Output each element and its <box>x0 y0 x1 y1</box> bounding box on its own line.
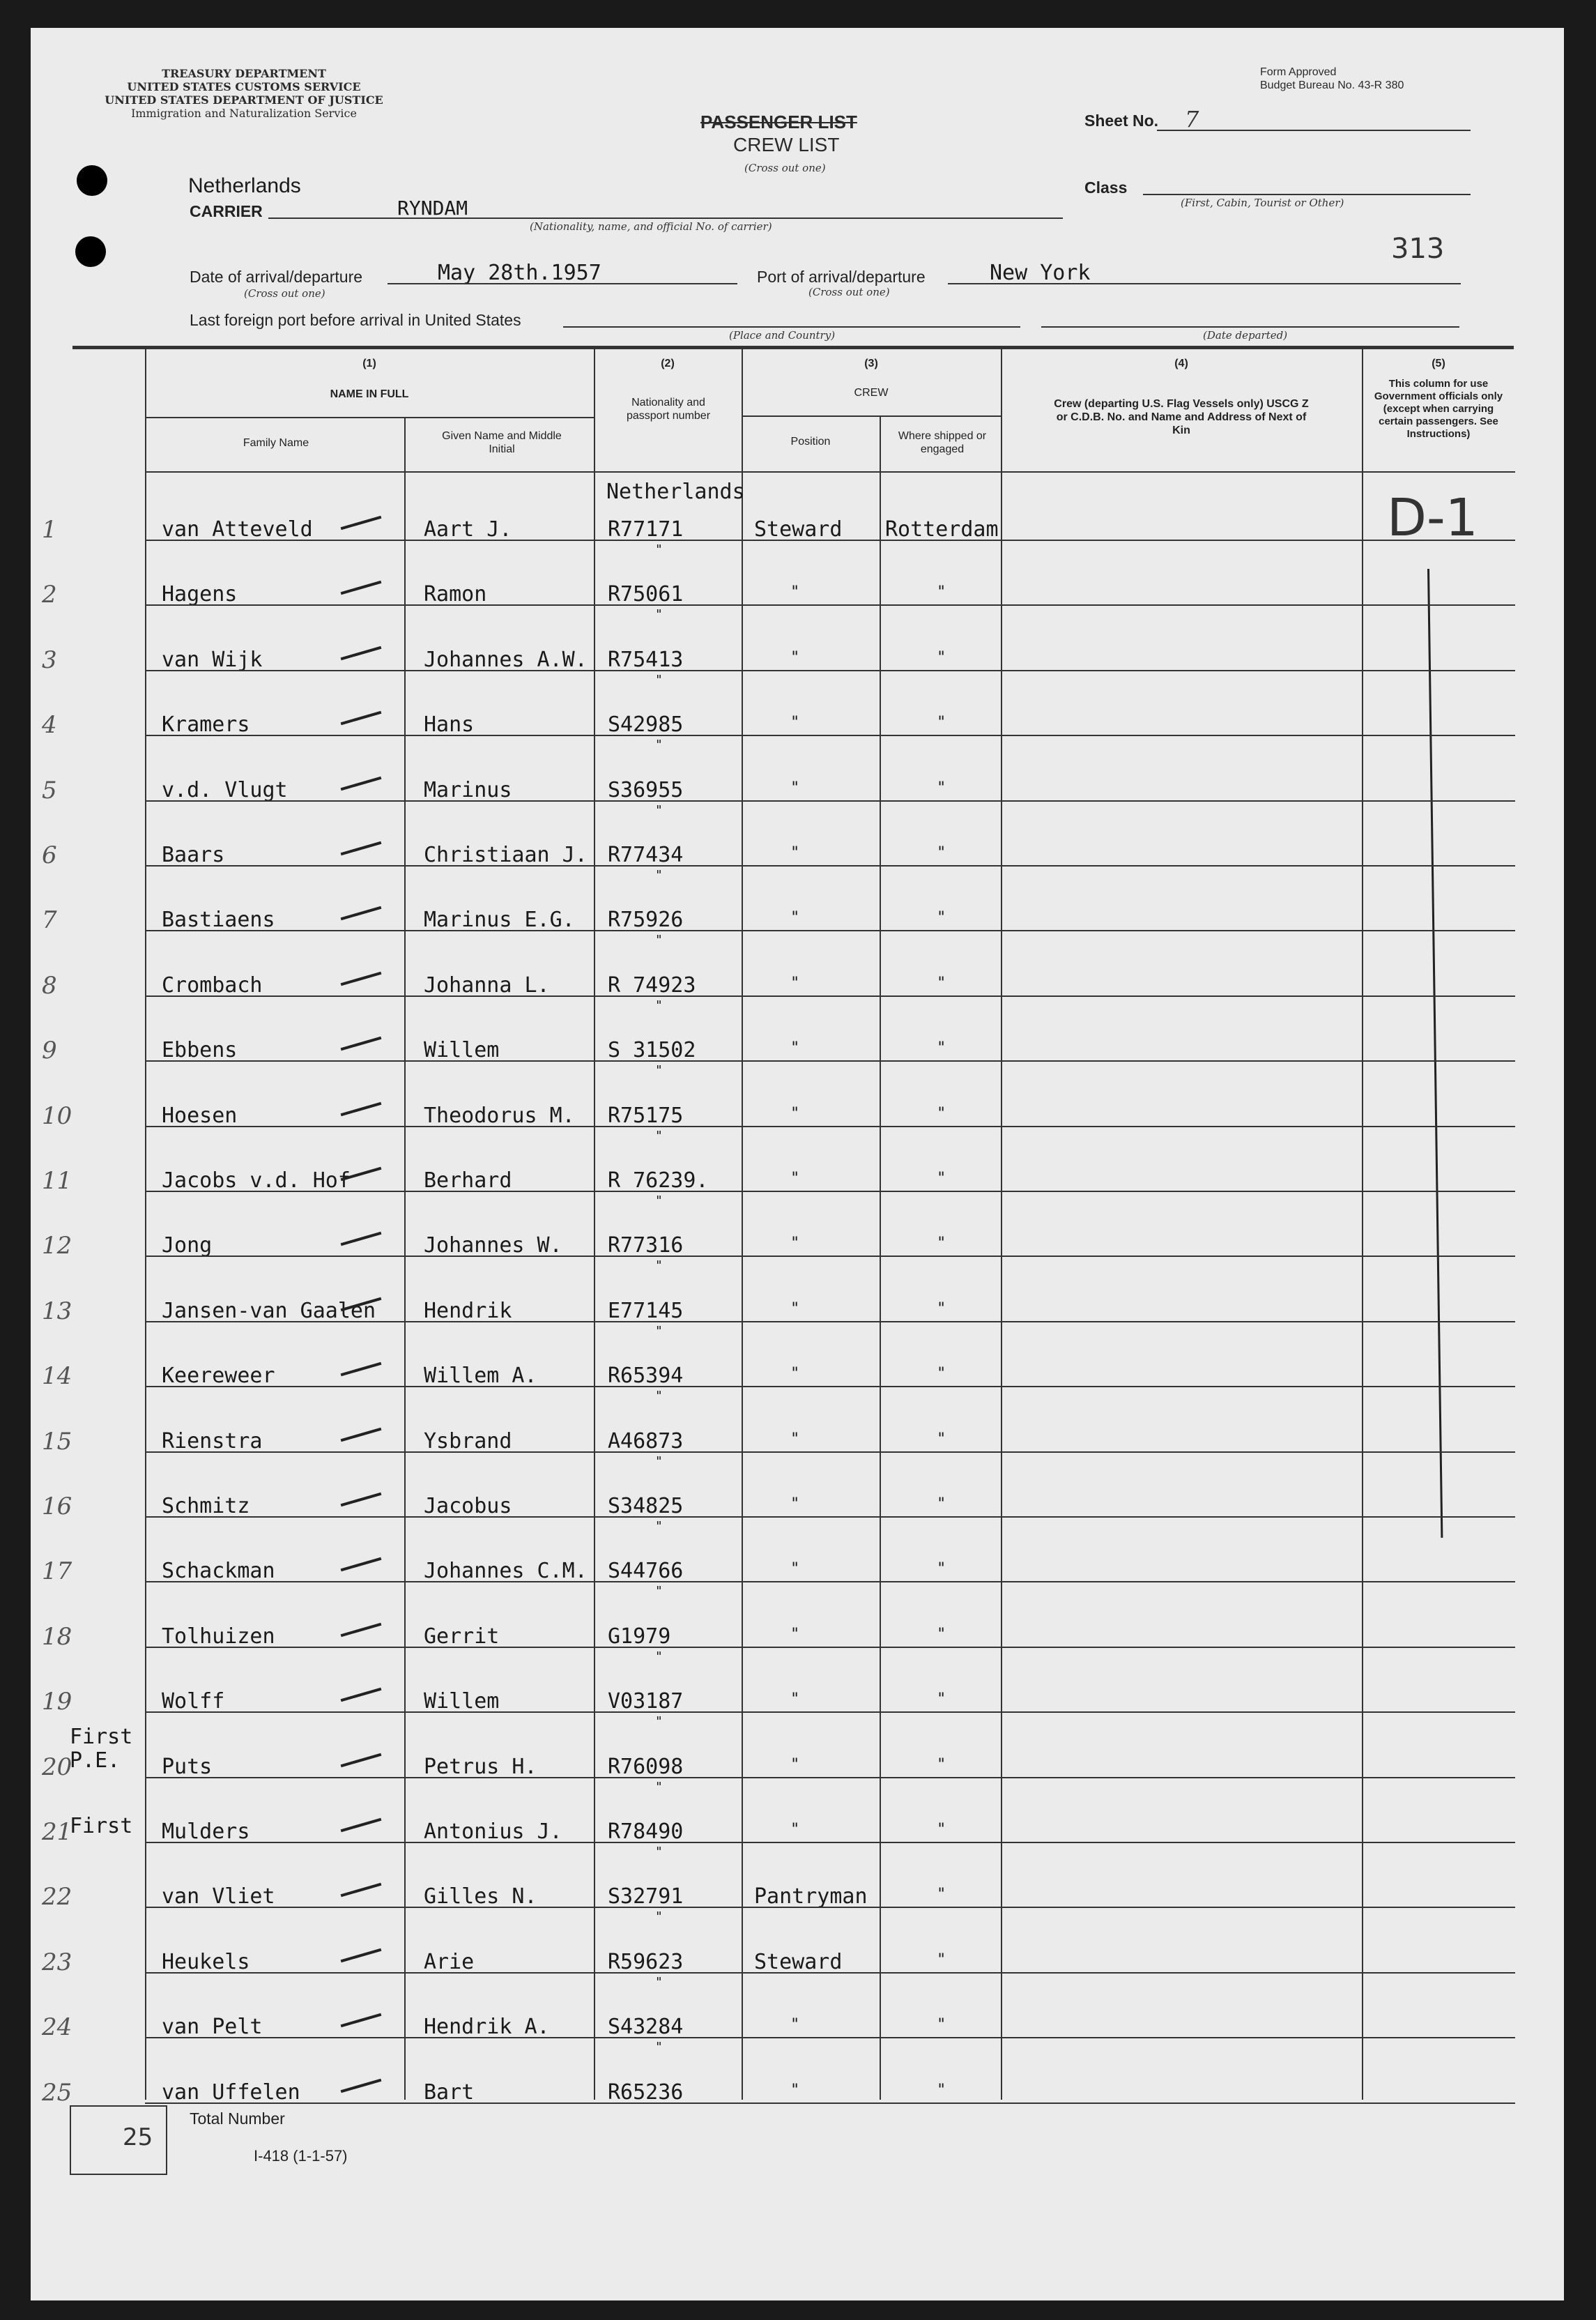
date-departed-hint: (Date departed) <box>1203 329 1288 342</box>
row-rule <box>145 865 1515 867</box>
col-border-given <box>594 349 595 2100</box>
family-name: Puts <box>162 1755 213 1779</box>
nationality-ditto: " <box>655 673 663 687</box>
shipped-engaged: " <box>937 1821 946 1838</box>
family-name: Schackman <box>162 1559 275 1583</box>
shipped-engaged: " <box>937 1039 946 1057</box>
family-name: Keereweer <box>162 1364 275 1388</box>
row-rule <box>145 1060 1515 1062</box>
row-number: 12 <box>42 1232 72 1260</box>
date-cross-hint: (Cross out one) <box>244 287 325 300</box>
passport-number: R77171 <box>608 517 684 542</box>
family-name: Hoesen <box>162 1104 238 1128</box>
crew-position: " <box>790 975 800 992</box>
nationality-ditto: " <box>655 607 663 622</box>
nationality-ditto: " <box>655 738 663 752</box>
row-number: 13 <box>42 1297 72 1325</box>
nationality-netherlands: Netherlands <box>606 480 745 504</box>
shipped-engaged: " <box>937 909 946 926</box>
crew-position: Steward <box>754 1950 843 1974</box>
family-name: Schmitz <box>162 1494 250 1518</box>
nationality-ditto: " <box>655 933 663 947</box>
given-name: Berhard <box>424 1168 512 1193</box>
table-top-rule <box>72 346 1514 349</box>
sheet-no-line <box>1157 130 1471 131</box>
nationality-ditto: " <box>655 1389 663 1403</box>
crew-position: " <box>790 1821 800 1838</box>
given-name: Marinus E.G. <box>424 908 575 932</box>
shipped-engaged: " <box>937 1951 946 1969</box>
given-name: Willem A. <box>424 1364 537 1388</box>
crew-position: " <box>790 1691 800 1708</box>
row-rule <box>145 540 1515 541</box>
family-name: Heukels <box>162 1950 250 1974</box>
place-hint: (Place and Country) <box>729 329 836 342</box>
nationality-ditto: " <box>655 1845 663 1859</box>
nationality-ditto: " <box>655 1063 663 1078</box>
row-number: 22 <box>42 1883 72 1911</box>
row-number: 8 <box>42 972 57 1000</box>
nationality-ditto: " <box>655 1258 663 1273</box>
row-number: 19 <box>42 1688 72 1716</box>
nationality-ditto: " <box>655 1129 663 1143</box>
position-header: Position <box>790 436 831 448</box>
row-number: 7 <box>42 906 57 934</box>
crew-position: Pantryman <box>754 1884 868 1909</box>
name-header-rule <box>145 417 594 418</box>
row-number: 21 <box>42 1818 72 1846</box>
shipped-engaged: " <box>937 1430 946 1448</box>
given-name: Aart J. <box>424 517 512 542</box>
row-number: 5 <box>42 777 57 804</box>
shipped-engaged: " <box>937 1365 946 1382</box>
row-number: 3 <box>42 646 57 674</box>
row-rule <box>145 1451 1515 1453</box>
passport-number: R78490 <box>608 1819 684 1844</box>
crew-position: " <box>790 1560 800 1578</box>
row-rule <box>145 995 1515 997</box>
family-name: v.d. Vlugt <box>162 778 288 802</box>
given-name: Antonius J. <box>424 1819 562 1844</box>
header-bottom-rule <box>145 471 1515 473</box>
given-name: Willem <box>424 1038 500 1062</box>
port-line <box>948 283 1461 284</box>
crew-position: " <box>790 779 800 797</box>
col-border-left <box>145 349 146 2100</box>
row-rule <box>145 1842 1515 1843</box>
row-rule <box>145 604 1515 606</box>
gov-use-header: This column for use Government officials only (except when carrying certain passengers. See Instructions) <box>1374 378 1503 440</box>
cross-out-hint: (Cross out one) <box>744 162 826 174</box>
total-number-label: Total Number <box>190 2109 285 2128</box>
row-number: 4 <box>42 711 57 739</box>
shipped-engaged: " <box>937 975 946 992</box>
shipped-engaged: " <box>937 1170 946 1187</box>
passport-number: R75061 <box>608 582 684 606</box>
given-name-header: Given Name and Middle Initial <box>442 430 562 455</box>
first-pe-note-2: P.E. <box>70 1748 121 1773</box>
given-name: Willem <box>424 1689 500 1714</box>
passport-number: S32791 <box>608 1884 684 1909</box>
crew-position: Steward <box>754 517 843 542</box>
agency-line: Immigration and Naturalization Service <box>131 107 357 120</box>
passport-number: G1979 <box>608 1624 671 1649</box>
port-label: Port of arrival/departure <box>757 268 926 286</box>
given-name: Jacobus <box>424 1494 512 1518</box>
passport-number: S 31502 <box>608 1038 696 1062</box>
shipped-engaged: " <box>937 1235 946 1252</box>
row-rule <box>145 1256 1515 1257</box>
crew-position: " <box>790 1300 800 1318</box>
nationality-ditto: " <box>655 1909 663 1924</box>
row-number: 17 <box>42 1557 72 1585</box>
first-pe-note-1: First <box>70 1725 133 1749</box>
family-name: Rienstra <box>162 1429 263 1453</box>
crew-header-rule <box>742 415 1001 417</box>
crew-us-header: Crew (departing U.S. Flag Vessels only) USCG Z or C.D.B. No. and Name and Address of Next of Kin <box>1054 398 1309 436</box>
row-rule <box>145 1972 1515 1974</box>
row-rule <box>145 670 1515 671</box>
row-rule <box>145 2037 1515 2038</box>
carrier-hint: (Nationality, name, and official No. of carrier) <box>530 220 772 233</box>
shipped-engaged: " <box>937 1691 946 1708</box>
date-line <box>388 283 737 284</box>
row-number: 20 <box>42 1753 72 1781</box>
nationality-ditto: " <box>655 1780 663 1794</box>
form-number: I-418 (1-1-57) <box>254 2147 348 2165</box>
col1-number: (1) <box>362 358 376 369</box>
col5-number: (5) <box>1432 358 1445 369</box>
nationality-header: Nationality and passport number <box>626 397 711 422</box>
row-rule <box>145 1647 1515 1648</box>
family-name: Jacobs v.d. Hof <box>162 1168 351 1193</box>
row-number: 1 <box>42 516 57 544</box>
port-cross-hint: (Cross out one) <box>808 286 890 298</box>
given-name: Johanna L. <box>424 973 550 998</box>
where-header: Where shipped or engaged <box>898 430 987 455</box>
shipped-engaged: " <box>937 1300 946 1318</box>
punch-hole-top <box>77 165 107 196</box>
col-border-crew <box>1362 349 1363 2100</box>
nationality-ditto: " <box>655 1324 663 1338</box>
passport-number: R76098 <box>608 1755 684 1779</box>
family-name: van Uffelen <box>162 2080 300 2105</box>
shipped-engaged: Rotterdam <box>885 517 999 542</box>
given-name: Gilles N. <box>424 1884 537 1909</box>
given-name: Johannes C.M. <box>424 1559 588 1583</box>
crew-position: " <box>790 1430 800 1448</box>
given-name: Christiaan J. <box>424 843 588 867</box>
class-label: Class <box>1084 178 1128 197</box>
nationality-ditto: " <box>655 2040 663 2054</box>
agency-line: TREASURY DEPARTMENT <box>162 67 326 80</box>
class-line <box>1143 194 1471 195</box>
nationality-ditto: " <box>655 1714 663 1729</box>
annotation-313: 313 <box>1391 233 1445 265</box>
shipped-engaged: " <box>937 714 946 731</box>
row-rule <box>145 1126 1515 1127</box>
crew-position: " <box>790 649 800 666</box>
nationality-ditto: " <box>655 1975 663 1990</box>
crew-position: " <box>790 1626 800 1643</box>
first-note: First <box>70 1814 133 1838</box>
family-name: van Wijk <box>162 648 263 672</box>
family-name: Bastiaens <box>162 908 275 932</box>
given-name: Ramon <box>424 582 487 606</box>
nationality-ditto: " <box>655 1454 663 1469</box>
port-value: New York <box>990 261 1091 285</box>
row-number: 15 <box>42 1428 72 1456</box>
crew-position: " <box>790 2016 800 2033</box>
page-title: CREW LIST <box>733 134 840 155</box>
family-name: Baars <box>162 843 225 867</box>
shipped-engaged: " <box>937 1495 946 1513</box>
shipped-engaged: " <box>937 583 946 601</box>
given-name: Bart <box>424 2080 475 2105</box>
family-name: Tolhuizen <box>162 1624 275 1649</box>
name-in-full-header: NAME IN FULL <box>330 388 409 400</box>
budget-bureau-label: Budget Bureau No. 43-R 380 <box>1260 79 1404 91</box>
shipped-engaged: " <box>937 2016 946 2033</box>
form-approved <box>1260 66 1404 92</box>
sheet-no-label: Sheet No. <box>1084 112 1159 130</box>
agency-line: UNITED STATES DEPARTMENT OF JUSTICE <box>105 93 383 107</box>
shipped-engaged: " <box>937 649 946 666</box>
row-number: 23 <box>42 1948 72 1976</box>
given-name: Johannes W. <box>424 1233 562 1258</box>
row-rule <box>145 800 1515 802</box>
given-name: Theodorus M. <box>424 1104 575 1128</box>
nationality-ditto: " <box>655 998 663 1013</box>
carrier-label: CARRIER <box>190 202 263 220</box>
crew-position: " <box>790 1170 800 1187</box>
d1-annotation: D-1 <box>1387 488 1478 548</box>
nationality-ditto: " <box>655 1193 663 1208</box>
passport-number: S36955 <box>608 778 684 802</box>
crew-header: CREW <box>854 387 889 399</box>
passport-number: R75926 <box>608 908 684 932</box>
last-port-label: Last foreign port before arrival in United States <box>190 311 521 329</box>
carrier-name: RYNDAM <box>397 197 468 220</box>
last-port-line <box>563 326 1020 328</box>
class-hint: (First, Cabin, Tourist or Other) <box>1181 197 1344 209</box>
passport-number: S42985 <box>608 712 684 737</box>
row-number: 16 <box>42 1493 72 1520</box>
row-rule <box>145 1516 1515 1518</box>
date-departed-line <box>1041 326 1459 328</box>
shipped-engaged: " <box>937 1626 946 1643</box>
col3-number: (3) <box>864 358 878 369</box>
passport-number: R77316 <box>608 1233 684 1258</box>
nationality-ditto: " <box>655 868 663 883</box>
crew-position: " <box>790 1756 800 1773</box>
shipped-engaged: " <box>937 844 946 862</box>
row-rule <box>145 1386 1515 1387</box>
family-name: Jansen-van Gaalen <box>162 1299 376 1323</box>
passport-number: S34825 <box>608 1494 684 1518</box>
family-name: Hagens <box>162 582 238 606</box>
passport-number: E77145 <box>608 1299 684 1323</box>
given-name: Arie <box>424 1950 475 1974</box>
shipped-engaged: " <box>937 1756 946 1773</box>
crew-position: " <box>790 714 800 731</box>
shipped-engaged: " <box>937 1560 946 1578</box>
row-number: 9 <box>42 1037 57 1064</box>
sheet-no-value: 7 <box>1185 106 1199 132</box>
passport-number: A46873 <box>608 1429 684 1453</box>
crew-position: " <box>790 844 800 862</box>
row-rule <box>145 1907 1515 1908</box>
row-rule <box>145 1581 1515 1582</box>
given-name: Johannes A.W. <box>424 648 588 672</box>
shipped-engaged: " <box>937 2082 946 2099</box>
passenger-list-struck: PASSENGER LIST <box>700 112 857 132</box>
row-rule <box>145 1191 1515 1192</box>
row-number: 6 <box>42 841 57 869</box>
row-number: 18 <box>42 1623 72 1651</box>
passport-number: S43284 <box>608 2015 684 2039</box>
row-number: 11 <box>42 1167 72 1195</box>
crew-position: " <box>790 1495 800 1513</box>
carrier-nationality: Netherlands <box>188 174 301 197</box>
passport-number: R59623 <box>608 1950 684 1974</box>
date-value: May 28th.1957 <box>438 261 601 285</box>
row-number: 25 <box>42 2079 72 2107</box>
given-name: Gerrit <box>424 1624 500 1649</box>
given-name: Ysbrand <box>424 1429 512 1453</box>
form-approved-label: Form Approved <box>1260 66 1337 78</box>
family-name: Crombach <box>162 973 263 998</box>
family-name: Jong <box>162 1233 213 1258</box>
passport-number: R65236 <box>608 2080 684 2105</box>
passport-number: V03187 <box>608 1689 684 1714</box>
passport-number: R77434 <box>608 843 684 867</box>
family-name: van Pelt <box>162 2015 263 2039</box>
row-rule <box>145 1777 1515 1778</box>
passport-number: R 76239. <box>608 1168 709 1193</box>
nationality-ditto: " <box>655 1649 663 1664</box>
col-border-position <box>880 415 881 2100</box>
row-number: 24 <box>42 2013 72 2041</box>
family-name: Ebbens <box>162 1038 238 1062</box>
crew-position: " <box>790 1235 800 1252</box>
passport-number: S44766 <box>608 1559 684 1583</box>
crew-position: " <box>790 1365 800 1382</box>
row-rule <box>145 1711 1515 1713</box>
row-rule <box>145 930 1515 931</box>
total-value: 25 <box>123 2123 153 2151</box>
given-name: Petrus H. <box>424 1755 537 1779</box>
passport-number: R75175 <box>608 1104 684 1128</box>
given-name: Hendrik <box>424 1299 512 1323</box>
crew-position: " <box>790 583 800 601</box>
row-rule <box>145 1321 1515 1322</box>
punch-hole-bottom <box>75 236 106 267</box>
passport-number: R65394 <box>608 1364 684 1388</box>
crew-position: " <box>790 909 800 926</box>
col-border-passport <box>742 349 743 2100</box>
family-name: van Vliet <box>162 1884 275 1909</box>
date-label: Date of arrival/departure <box>190 268 363 286</box>
shipped-engaged: " <box>937 1105 946 1122</box>
row-number: 2 <box>42 581 57 609</box>
family-name: Mulders <box>162 1819 250 1844</box>
given-name: Hendrik A. <box>424 2015 550 2039</box>
nationality-ditto: " <box>655 1519 663 1534</box>
given-name: Hans <box>424 712 475 737</box>
row-rule <box>145 2102 1515 2104</box>
agency-line: UNITED STATES CUSTOMS SERVICE <box>127 80 361 93</box>
family-name-header: Family Name <box>243 437 309 449</box>
crew-position: " <box>790 2082 800 2099</box>
passport-number: R 74923 <box>608 973 696 998</box>
row-rule <box>145 735 1515 736</box>
given-name: Marinus <box>424 778 512 802</box>
agency-block <box>84 67 404 120</box>
col2-number: (2) <box>661 358 675 369</box>
nationality-ditto: " <box>655 1584 663 1598</box>
carrier-line <box>268 218 1063 219</box>
nationality-ditto: " <box>655 542 663 557</box>
col4-number: (4) <box>1174 358 1188 369</box>
shipped-engaged: " <box>937 1886 946 1903</box>
family-name: Wolff <box>162 1689 225 1714</box>
shipped-engaged: " <box>937 779 946 797</box>
family-name: van Atteveld <box>162 517 313 542</box>
crew-position: " <box>790 1105 800 1122</box>
crew-position: " <box>790 1039 800 1057</box>
family-name: Kramers <box>162 712 250 737</box>
nationality-ditto: " <box>655 803 663 818</box>
row-number: 10 <box>42 1102 72 1130</box>
row-number: 14 <box>42 1362 72 1390</box>
passport-number: R75413 <box>608 648 684 672</box>
col-border-where <box>1001 349 1002 2100</box>
